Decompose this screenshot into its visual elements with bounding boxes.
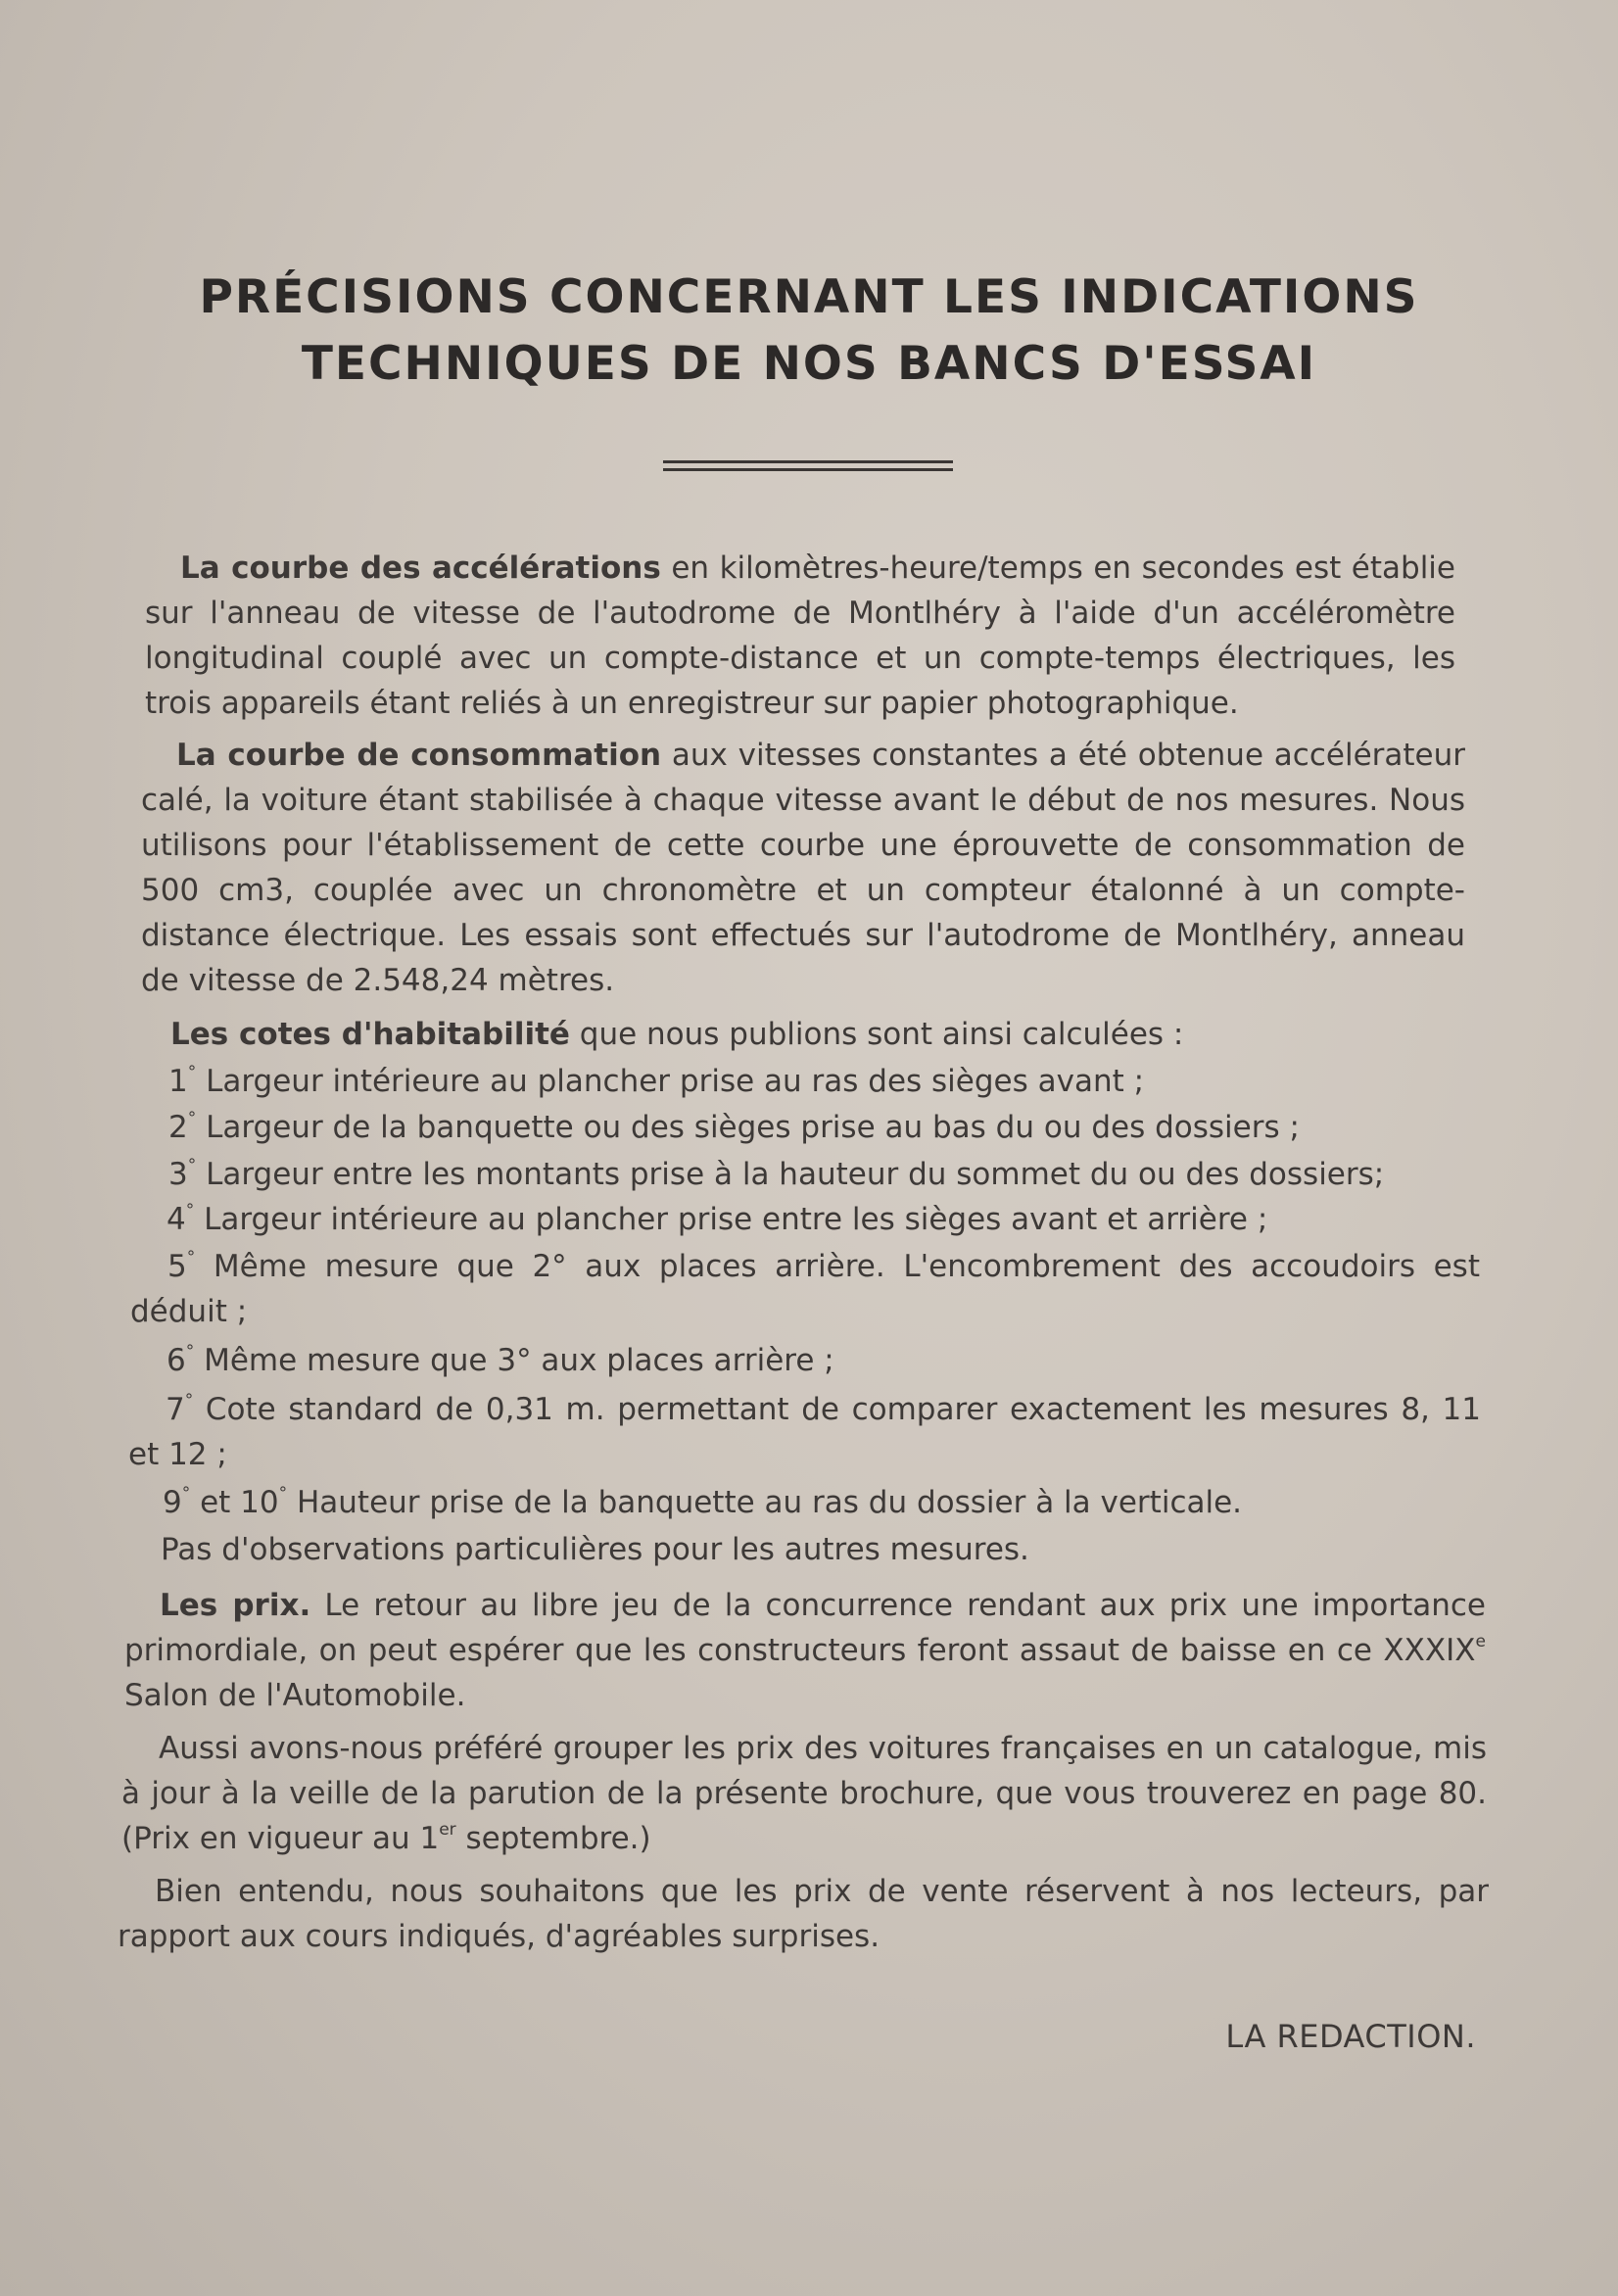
paragraph-text: en kilomètres-heure/temps en secondes est établie sur l'anneau de vitesse de l'autodrome de Montlhéry à l'aide d'un accéléromètre longitudinal couplé avec un compte-distance et un compte-temps électriques, les trois appareils étant reliés à un enregistreur sur papier photographique.	[145, 550, 1455, 721]
paragraph-text: Bien entendu, nous souhaitons que les prix de vente réservent à nos lecteurs, par rapport aux cours indiqués, d'agréables surprises.	[118, 1874, 1489, 1954]
degree-mark: °	[185, 1342, 195, 1362]
degree-mark: °	[187, 1156, 197, 1175]
paragraph-lead: La courbe de consommation	[176, 738, 662, 773]
list-item	[168, 1152, 1481, 1197]
signature: LA REDACTION.	[1225, 2018, 1476, 2055]
degree-mark: °	[187, 1109, 197, 1128]
item-text: Même mesure que 2° aux places arrière. L'encombrement des accoudoirs est déduit ;	[130, 1249, 1480, 1329]
item-number: 9	[163, 1485, 182, 1520]
page-title	[0, 264, 1618, 398]
item-text: Hauteur prise de la banquette au ras du dossier à la verticale.	[287, 1485, 1243, 1520]
item-number: 3	[168, 1157, 188, 1192]
item-text: Cote standard de 0,31 m. permettant de comparer exactement les mesures 8, 11 et 12 ;	[128, 1392, 1481, 1472]
degree-mark: °	[184, 1391, 194, 1411]
superscript: e	[1475, 1632, 1486, 1651]
paragraph-text: que nous publions sont ainsi calculées :	[569, 1017, 1184, 1052]
item-number: 7	[166, 1392, 185, 1427]
item-number: 4	[167, 1202, 186, 1237]
item-text: Largeur intérieure au plancher prise au ras des sièges avant ;	[196, 1064, 1145, 1099]
degree-mark: °	[185, 1201, 195, 1220]
paragraph-accelerations	[145, 546, 1455, 726]
list-item	[163, 1480, 1481, 1525]
paragraph-no-observations	[161, 1527, 1479, 1572]
item-text: Largeur de la banquette ou des sièges prise au bas du ou des dossiers ;	[196, 1110, 1300, 1145]
item-number: 1	[168, 1064, 188, 1099]
degree-mark: °	[278, 1484, 288, 1504]
list-item	[168, 1105, 1481, 1150]
title-rule-top	[663, 460, 953, 463]
list-item	[130, 1244, 1480, 1334]
item-number: 6	[167, 1343, 186, 1378]
title-rule-bottom	[663, 468, 953, 471]
paragraph-consommation	[141, 733, 1465, 1003]
paragraph-text: Salon de l'Automobile.	[124, 1678, 466, 1713]
item-text: Largeur intérieure au plancher prise entre les sièges avant et arrière ;	[194, 1202, 1268, 1237]
paragraph-prix	[124, 1583, 1486, 1718]
paragraph-aussi	[121, 1726, 1487, 1861]
item-number: 2	[168, 1110, 188, 1145]
superscript: er	[439, 1820, 456, 1840]
degree-mark: °	[181, 1484, 191, 1504]
item-text: Même mesure que 3° aux places arrière ;	[194, 1343, 834, 1378]
list-item	[168, 1059, 1481, 1104]
degree-mark: °	[186, 1248, 196, 1268]
paragraph-lead: Les cotes d'habitabilité	[170, 1017, 570, 1052]
paragraph-text: Aussi avons-nous préféré grouper les prix des voitures françaises en un catalogue, mis à jour à la veille de la parution de la présente brochure, que vous trouverez en page 80. (Prix en vigueur au 1	[121, 1731, 1487, 1856]
paragraph-cotes	[170, 1012, 1463, 1057]
paragraph-text: Le retour au libre jeu de la concurrence rendant aux prix une importance primordiale, on peut espérer que les constructeurs feront assaut de baisse en ce XXXIX	[124, 1588, 1486, 1668]
list-item	[128, 1387, 1481, 1477]
title-line-2: TECHNIQUES DE NOS BANCS D'ESSAI	[301, 337, 1317, 391]
paragraph-lead: Les prix.	[160, 1588, 311, 1623]
list-item	[167, 1197, 1479, 1242]
paragraph-bien-entendu	[118, 1869, 1489, 1959]
paragraph-text: Pas d'observations particulières pour les autres mesures.	[161, 1532, 1029, 1567]
item-text: Largeur entre les montants prise à la hauteur du sommet du ou des dossiers;	[196, 1157, 1385, 1192]
list-item	[167, 1338, 1479, 1383]
paragraph-text: aux vitesses constantes a été obtenue accélérateur calé, la voiture étant stabilisée à chaque vitesse avant le début de nos mesures. Nous utilisons pour l'établissement de cette courbe une éprouvette de consommation de 500 cm3, couplée avec un chronomètre et un compteur étalonné à un compte-distance électrique. Les essais sont effectués sur l'autodrome de Montlhéry, anneau de vitesse de 2.548,24 mètres.	[141, 738, 1466, 998]
degree-mark: °	[187, 1063, 197, 1082]
paragraph-text: septembre.)	[455, 1821, 651, 1856]
item-number: et 10	[190, 1485, 279, 1520]
item-number: 5	[167, 1249, 187, 1284]
title-line-1: PRÉCISIONS CONCERNANT LES INDICATIONS	[199, 270, 1419, 324]
paragraph-lead: La courbe des accélérations	[180, 550, 661, 586]
